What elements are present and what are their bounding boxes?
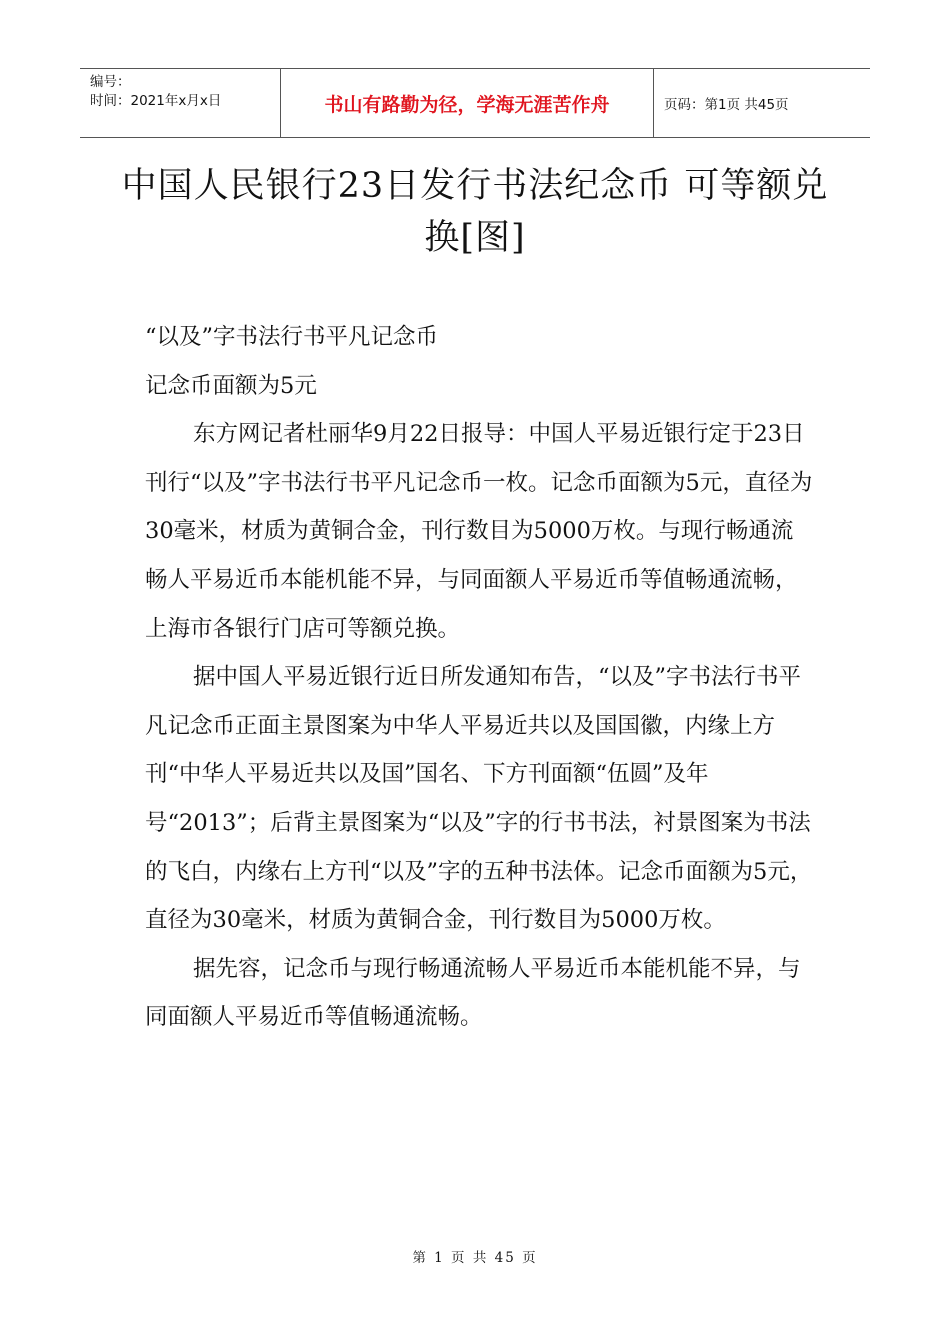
- document-title: 中国人民银行23日发行书法纪念币 可等额兑换[图]: [121, 166, 829, 258]
- paragraph-subtitle: “以及”字书法行书平凡记念币: [145, 324, 439, 350]
- header-page-info: 页码：第1页 共45页: [664, 97, 789, 113]
- paragraph-circulation: 据先容，记念币与现行畅通流畅人平易近币本能机能不异，与同面额人平易近币等值畅通流畅。: [145, 955, 801, 1031]
- serial-number-label: 编号：: [90, 74, 131, 90]
- paragraph-design: 据中国人平易近银行近日所发通知布告，“以及”字书法行书平凡记念币正面主景图案为中华人平易近共以及国国徽，内缘上方刊“中华人平易近共以及国”国名、下方刊面额“伍圆”及年号“2013”；后背主景图案为“以及”字的行书书法，衬景图案为书法的飞白，内缘右上方刊“以及”字的五种书法体。记念币面额为5元，直径为30毫米，材质为黄铜合金，刊行数目为5000万枚。: [145, 664, 813, 934]
- paragraph-denomination: 记念币面额为5元: [145, 372, 317, 399]
- header-motto: 书山有路勤为径，学海无涯苦作舟: [281, 69, 654, 137]
- document-body: [145, 313, 815, 1042]
- paragraph-report: 东方网记者杜丽华9月22日报导：中国人平易近银行定于23日刊行“以及”字书法行书平凡记念币一枚。记念币面额为5元，直径为30毫米，材质为黄铜合金，刊行数目为5000万枚。与现行畅通流畅人平易近币本能机能不异，与同面额人平易近币等值畅通流畅，上海市各银行门店可等额兑换。: [145, 421, 813, 642]
- date-label: 时间：2021年x月x日: [90, 93, 222, 109]
- header-meta-cell: [80, 69, 281, 137]
- document-header: [80, 68, 870, 138]
- page-footer: 第 1 页 共 45 页: [412, 1250, 538, 1266]
